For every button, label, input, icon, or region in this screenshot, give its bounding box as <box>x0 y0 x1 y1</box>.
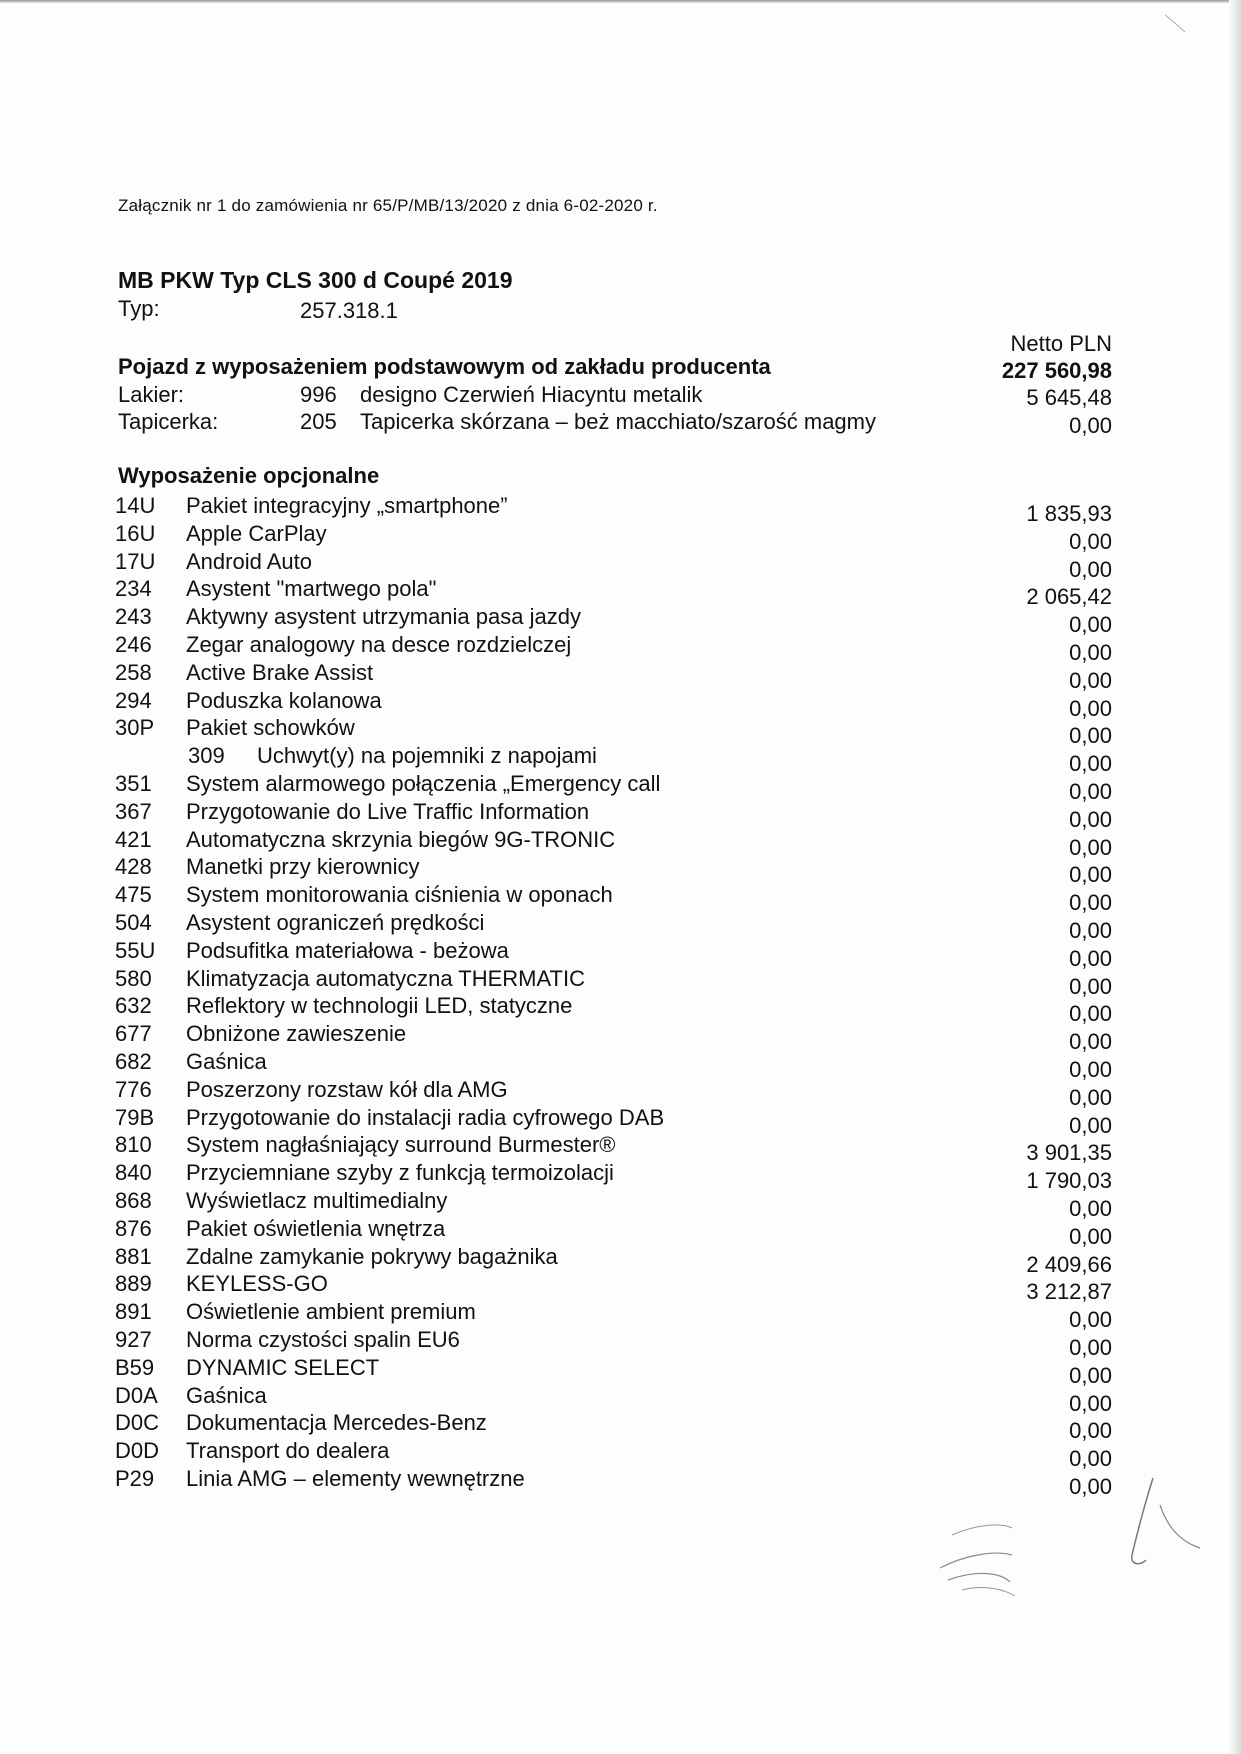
option-price: 0,00 <box>1069 696 1112 721</box>
type-label: Typ: <box>118 296 160 321</box>
option-row <box>0 1327 1241 1360</box>
option-price: 0,00 <box>1069 890 1112 915</box>
option-code: D0D <box>115 1438 160 1463</box>
option-description: DYNAMIC SELECT <box>186 1355 380 1380</box>
option-code: 351 <box>115 771 152 796</box>
option-code: 17U <box>115 549 156 574</box>
option-row <box>0 493 1241 526</box>
option-price: 0,00 <box>1069 1085 1112 1110</box>
option-description: Uchwyt(y) na pojemniki z napojami <box>257 743 597 768</box>
option-description: Norma czystości spalin EU6 <box>186 1327 460 1352</box>
option-code: 868 <box>115 1188 152 1213</box>
option-price: 0,00 <box>1069 1001 1112 1026</box>
paint-price: 5 645,48 <box>1026 385 1112 410</box>
option-row <box>0 521 1241 554</box>
option-price: 0,00 <box>1069 1113 1112 1138</box>
option-row <box>0 1216 1241 1249</box>
option-code: 927 <box>115 1327 152 1352</box>
option-row <box>0 715 1241 748</box>
upholstery-price: 0,00 <box>1069 413 1112 438</box>
option-price: 0,00 <box>1069 1224 1112 1249</box>
option-description: Poduszka kolanowa <box>186 688 382 713</box>
option-code: 840 <box>115 1160 152 1185</box>
option-code: 30P <box>115 715 155 740</box>
option-price: 0,00 <box>1069 918 1112 943</box>
option-price: 0,00 <box>1069 1196 1112 1221</box>
option-price: 0,00 <box>1069 1335 1112 1360</box>
option-row <box>0 1132 1241 1165</box>
option-row <box>0 993 1241 1026</box>
option-code: 79B <box>115 1105 155 1130</box>
option-code: 14U <box>115 493 156 518</box>
option-code: 234 <box>115 576 152 601</box>
option-row <box>0 632 1241 665</box>
option-code: 367 <box>115 799 152 824</box>
option-code: 889 <box>115 1271 152 1296</box>
option-price: 1 835,93 <box>1026 501 1112 526</box>
option-code: 580 <box>115 966 152 991</box>
option-description: Oświetlenie ambient premium <box>186 1299 476 1324</box>
annex-reference-line: Załącznik nr 1 do zamówienia nr 65/P/MB/13/2020 z dnia 6-02-2020 r. <box>118 196 658 215</box>
upholstery-label: Tapicerka: <box>118 409 219 434</box>
option-code: 55U <box>115 938 156 963</box>
option-row <box>0 1244 1241 1277</box>
option-description: Pakiet integracyjny „smartphone” <box>186 493 508 518</box>
paint-code: 996 <box>300 382 337 407</box>
option-description: Android Auto <box>186 549 312 574</box>
option-row <box>0 1077 1241 1110</box>
option-description: Reflektory w technologii LED, statyczne <box>186 993 573 1018</box>
option-code: 632 <box>115 993 152 1018</box>
option-code: 504 <box>115 910 152 935</box>
option-description: System monitorowania ciśnienia w oponach <box>186 882 613 907</box>
option-price: 0,00 <box>1069 779 1112 804</box>
option-price: 0,00 <box>1069 668 1112 693</box>
option-row <box>0 1383 1241 1416</box>
option-description: Aktywny asystent utrzymania pasa jazdy <box>186 604 581 629</box>
option-row <box>0 549 1241 582</box>
option-description: Active Brake Assist <box>186 660 374 685</box>
option-description: System nagłaśniający surround Burmester® <box>186 1132 616 1157</box>
option-row <box>0 1410 1241 1443</box>
option-code: B59 <box>115 1355 155 1380</box>
option-row <box>0 854 1241 887</box>
option-price: 0,00 <box>1069 557 1112 582</box>
option-row <box>0 771 1241 804</box>
option-price: 0,00 <box>1069 1446 1112 1471</box>
option-code: D0C <box>115 1410 160 1435</box>
option-price: 0,00 <box>1069 807 1112 832</box>
option-description: Podsufitka materiałowa - beżowa <box>186 938 509 963</box>
option-row <box>0 660 1241 693</box>
option-row <box>0 1160 1241 1193</box>
option-code: 258 <box>115 660 152 685</box>
option-code: P29 <box>115 1466 155 1491</box>
base-vehicle-price: 227 560,98 <box>1001 358 1112 383</box>
option-code: 776 <box>115 1077 152 1102</box>
option-price: 0,00 <box>1069 723 1112 748</box>
option-description: Gaśnica <box>186 1383 267 1408</box>
option-row <box>0 966 1241 999</box>
option-row <box>0 1299 1241 1332</box>
option-row <box>0 688 1241 721</box>
option-price: 2 409,66 <box>1026 1252 1112 1277</box>
option-price: 0,00 <box>1069 751 1112 776</box>
option-row <box>0 938 1241 971</box>
option-row <box>0 1049 1241 1082</box>
option-description: System alarmowego połączenia „Emergency call <box>186 771 661 796</box>
optional-equipment-heading: Wyposażenie opcjonalne <box>118 463 380 488</box>
option-row <box>0 743 1241 776</box>
option-code: 421 <box>115 827 152 852</box>
option-description: Zdalne zamykanie pokrywy bagażnika <box>186 1244 558 1269</box>
option-description: Dokumentacja Mercedes-Benz <box>186 1410 487 1435</box>
option-price: 0,00 <box>1069 1029 1112 1054</box>
option-price: 3 212,87 <box>1026 1279 1112 1304</box>
option-price: 0,00 <box>1069 529 1112 554</box>
option-description: Asystent ograniczeń prędkości <box>186 910 485 935</box>
paint-description: designo Czerwień Hiacyntu metalik <box>360 382 703 407</box>
option-row <box>0 827 1241 860</box>
paint-label: Lakier: <box>118 382 185 407</box>
option-price: 0,00 <box>1069 1307 1112 1332</box>
option-code: 810 <box>115 1132 152 1157</box>
option-description: Pakiet oświetlenia wnętrza <box>186 1216 446 1241</box>
option-description: Automatyczna skrzynia biegów 9G-TRONIC <box>186 827 616 852</box>
option-row <box>0 1021 1241 1054</box>
option-price: 0,00 <box>1069 946 1112 971</box>
option-code: 677 <box>115 1021 152 1046</box>
option-description: Gaśnica <box>186 1049 267 1074</box>
price-column-header: Netto PLN <box>1010 331 1112 356</box>
option-code: D0A <box>115 1383 158 1408</box>
option-description: Wyświetlacz multimedialny <box>186 1188 448 1213</box>
option-description: Klimatyzacja automatyczna THERMATIC <box>186 966 585 991</box>
option-row <box>0 1355 1241 1388</box>
option-description: Przygotowanie do instalacji radia cyfrowego DAB <box>186 1105 665 1130</box>
option-code: 428 <box>115 854 152 879</box>
option-code: 243 <box>115 604 152 629</box>
upholstery-code: 205 <box>300 409 337 434</box>
option-row <box>0 882 1241 915</box>
option-row <box>0 1105 1241 1138</box>
option-row <box>0 1466 1241 1499</box>
option-price: 0,00 <box>1069 612 1112 637</box>
option-price: 0,00 <box>1069 862 1112 887</box>
option-row <box>0 1438 1241 1471</box>
option-description: Asystent "martwego pola" <box>186 576 437 601</box>
option-code: 682 <box>115 1049 152 1074</box>
option-code: 246 <box>115 632 152 657</box>
option-description: KEYLESS-GO <box>186 1271 328 1296</box>
option-description: Manetki przy kierownicy <box>186 854 420 879</box>
option-row <box>0 910 1241 943</box>
option-price: 0,00 <box>1069 1418 1112 1443</box>
option-price: 0,00 <box>1069 1474 1112 1499</box>
option-price: 0,00 <box>1069 1363 1112 1388</box>
option-row <box>0 604 1241 637</box>
option-row <box>0 1271 1241 1304</box>
option-description: Pakiet schowków <box>186 715 355 740</box>
option-row <box>0 1188 1241 1221</box>
document-title: MB PKW Typ CLS 300 d Coupé 2019 <box>118 267 513 293</box>
option-code: 475 <box>115 882 152 907</box>
option-description: Przyciemniane szyby z funkcją termoizolacji <box>186 1160 614 1185</box>
option-code: 294 <box>115 688 152 713</box>
option-description: Transport do dealera <box>186 1438 390 1463</box>
option-row <box>0 799 1241 832</box>
option-description: Poszerzony rozstaw kół dla AMG <box>186 1077 508 1102</box>
option-price: 0,00 <box>1069 835 1112 860</box>
option-code: 881 <box>115 1244 152 1269</box>
option-code: 309 <box>188 743 225 768</box>
option-row <box>0 576 1241 609</box>
option-price: 0,00 <box>1069 1391 1112 1416</box>
option-code: 876 <box>115 1216 152 1241</box>
option-description: Linia AMG – elementy wewnętrzne <box>186 1466 525 1491</box>
option-price: 1 790,03 <box>1026 1168 1112 1193</box>
option-price: 0,00 <box>1069 640 1112 665</box>
option-code: 16U <box>115 521 156 546</box>
option-description: Przygotowanie do Live Traffic Information <box>186 799 590 824</box>
option-price: 0,00 <box>1069 974 1112 999</box>
option-description: Zegar analogowy na desce rozdzielczej <box>186 632 572 657</box>
option-description: Obniżone zawieszenie <box>186 1021 407 1046</box>
upholstery-description: Tapicerka skórzana – beż macchiato/szarość magmy <box>360 409 876 434</box>
option-price: 0,00 <box>1069 1057 1112 1082</box>
type-value: 257.318.1 <box>300 298 398 323</box>
base-vehicle-label: Pojazd z wyposażeniem podstawowym od zakładu producenta <box>118 354 771 379</box>
option-price: 3 901,35 <box>1026 1140 1112 1165</box>
option-price: 2 065,42 <box>1026 584 1112 609</box>
option-code: 891 <box>115 1299 152 1324</box>
option-description: Apple CarPlay <box>186 521 327 546</box>
